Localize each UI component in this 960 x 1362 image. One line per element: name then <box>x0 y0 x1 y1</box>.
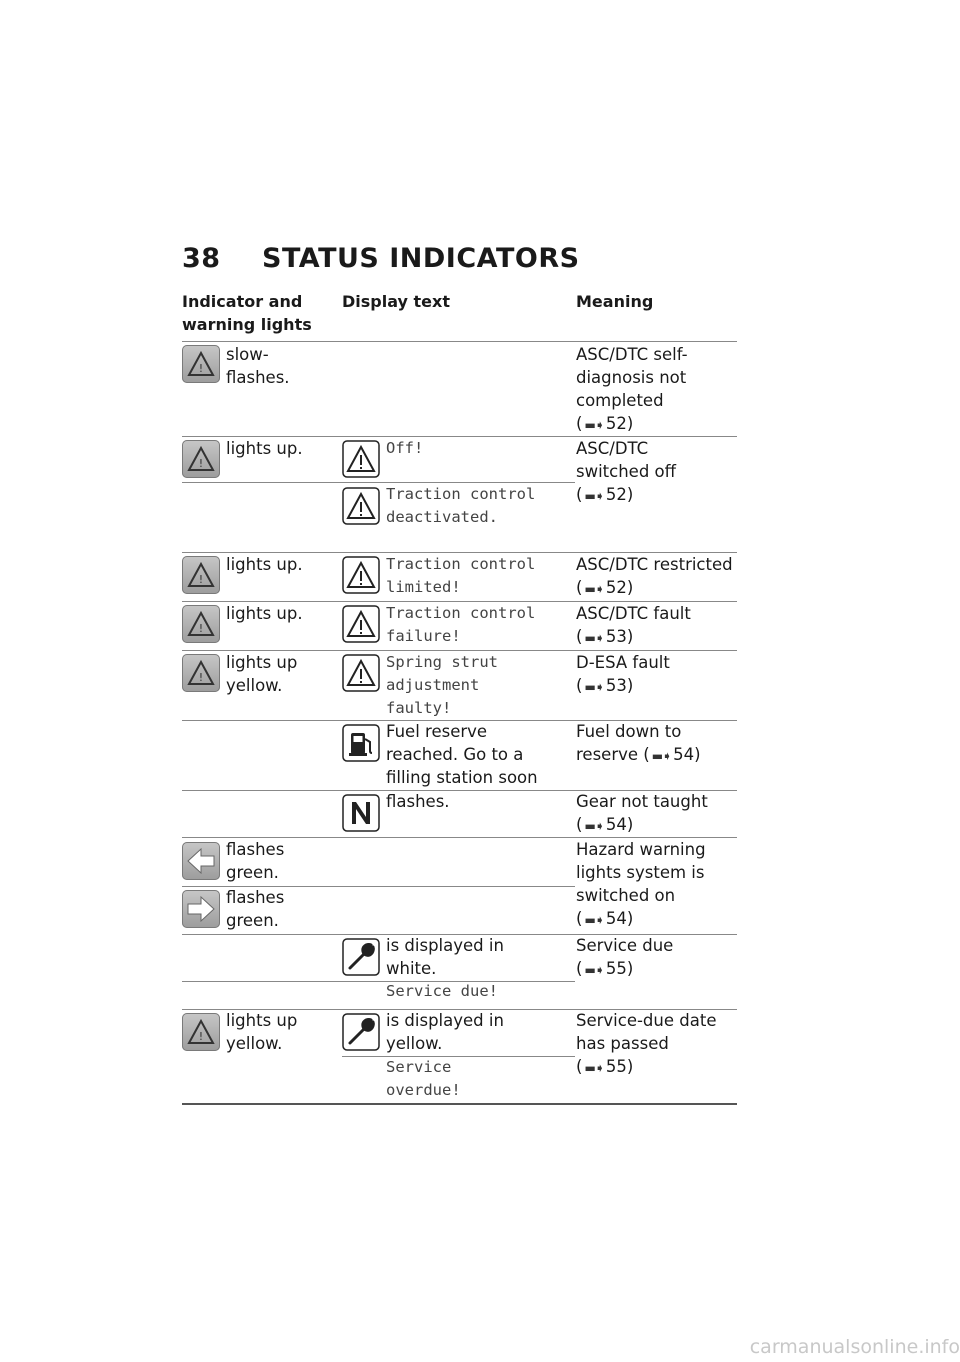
display-text: is displayed in yellow. <box>386 1011 504 1053</box>
page-ref[interactable]: 55 <box>605 959 627 978</box>
arrow-reference-icon: ▬➧ <box>584 1061 604 1075</box>
meaning-text: ASC/DTC self-diagnosis not completed ( ▬➧ 52) <box>576 343 736 437</box>
svg-text:!: ! <box>198 1030 204 1043</box>
warning-triangle-icon <box>342 487 380 525</box>
page-ref[interactable]: 54 <box>673 745 695 764</box>
meaning-text: Service-due date has passed ( ▬➧ 55) <box>576 1009 721 1080</box>
arrow-reference-icon: ▬➧ <box>651 749 672 763</box>
page-title <box>182 243 580 274</box>
meaning-text: ASC/DTC switched off ( ▬➧ 52) <box>576 437 686 508</box>
warning-triangle-icon <box>182 345 220 383</box>
header-indicator: Indicator and warning lights <box>182 292 312 334</box>
arrow-reference-icon: ▬➧ <box>584 963 604 977</box>
page-ref[interactable]: 53 <box>605 676 627 695</box>
warning-triangle-icon <box>182 1013 220 1051</box>
arrow-reference-icon: ▬➧ <box>584 819 604 833</box>
display-text: Service overdue! <box>386 1058 461 1099</box>
table-bottom-rule <box>182 1103 737 1105</box>
arrow-reference-icon: ▬➧ <box>584 582 604 596</box>
arrow-reference-icon: ▬➧ <box>584 631 604 645</box>
svg-text:!: ! <box>198 457 204 470</box>
display-text: Spring strut adjustment faulty! <box>386 653 498 717</box>
indicator-text: lights up yellow. <box>226 653 298 695</box>
display-text: Service due! <box>386 982 498 1000</box>
wrench-icon <box>342 1013 380 1051</box>
warning-triangle-icon <box>342 654 380 692</box>
page-ref[interactable]: 52 <box>605 578 627 597</box>
display-text: is displayed in white. <box>386 936 504 978</box>
table-rule <box>182 341 737 342</box>
left-arrow-icon <box>182 842 220 880</box>
meaning-text: Hazard warning lights system is switched on ( ▬➧ 54) <box>576 838 736 932</box>
arrow-reference-icon: ▬➧ <box>584 489 604 503</box>
neutral-n-icon <box>342 794 380 832</box>
watermark: carmanualsonline.info <box>749 1336 960 1358</box>
section-title: STATUS INDICATORS <box>262 243 580 274</box>
page-ref[interactable]: 52 <box>605 485 627 504</box>
warning-triangle-icon <box>182 440 220 478</box>
indicator-text: lights up. <box>226 439 303 458</box>
meaning-text: ASC/DTC restricted ( ▬➧ 52) <box>576 553 736 601</box>
display-text: Off! <box>386 439 424 457</box>
warning-triangle-icon <box>342 556 380 594</box>
meaning-text: D-ESA fault ( ▬➧ 53) <box>576 651 736 699</box>
warning-triangle-icon <box>182 605 220 643</box>
warning-triangle-icon <box>342 605 380 643</box>
arrow-reference-icon: ▬➧ <box>584 680 604 694</box>
right-arrow-icon <box>182 890 220 928</box>
meaning-text: ASC/DTC fault ( ▬➧ 53) <box>576 602 736 650</box>
warning-triangle-icon <box>342 440 380 478</box>
display-text: Fuel reserve reached. Go to a filling station soon <box>386 722 538 787</box>
page-ref[interactable]: 52 <box>605 414 627 433</box>
svg-text:!: ! <box>198 573 204 586</box>
indicator-text: flashes green. <box>226 888 285 930</box>
display-text: Traction control failure! <box>386 604 536 645</box>
page-ref[interactable]: 55 <box>605 1057 627 1076</box>
display-text: Traction control deactivated. <box>386 485 536 526</box>
indicator-text: lights up. <box>226 555 303 574</box>
wrench-icon <box>342 938 380 976</box>
indicator-text: lights up yellow. <box>226 1011 298 1053</box>
meaning-text: Service due ( ▬➧ 55) <box>576 934 736 982</box>
display-text: flashes. <box>386 792 450 811</box>
page-number: 38 <box>182 243 221 274</box>
meaning-text: Fuel down to reserve ( ▬➧ 54) <box>576 720 736 768</box>
indicator-text: lights up. <box>226 604 303 623</box>
meaning-text: Gear not taught ( ▬➧ 54) <box>576 790 736 838</box>
arrow-reference-icon: ▬➧ <box>584 913 604 927</box>
page-ref[interactable]: 54 <box>605 909 627 928</box>
fuel-pump-icon <box>342 724 380 762</box>
page-ref[interactable]: 53 <box>605 627 627 646</box>
arrow-reference-icon: ▬➧ <box>584 418 604 432</box>
header-meaning: Meaning <box>576 292 654 311</box>
indicator-text: slow-flashes. <box>226 345 290 387</box>
display-text: Traction control limited! <box>386 555 536 596</box>
svg-text:!: ! <box>198 671 204 684</box>
warning-triangle-icon <box>182 654 220 692</box>
svg-text:!: ! <box>198 362 204 375</box>
warning-triangle-icon <box>182 556 220 594</box>
indicator-text: flashes green. <box>226 840 285 882</box>
svg-text:!: ! <box>198 622 204 635</box>
page-ref[interactable]: 54 <box>605 815 627 834</box>
header-display-text: Display text <box>342 292 450 311</box>
